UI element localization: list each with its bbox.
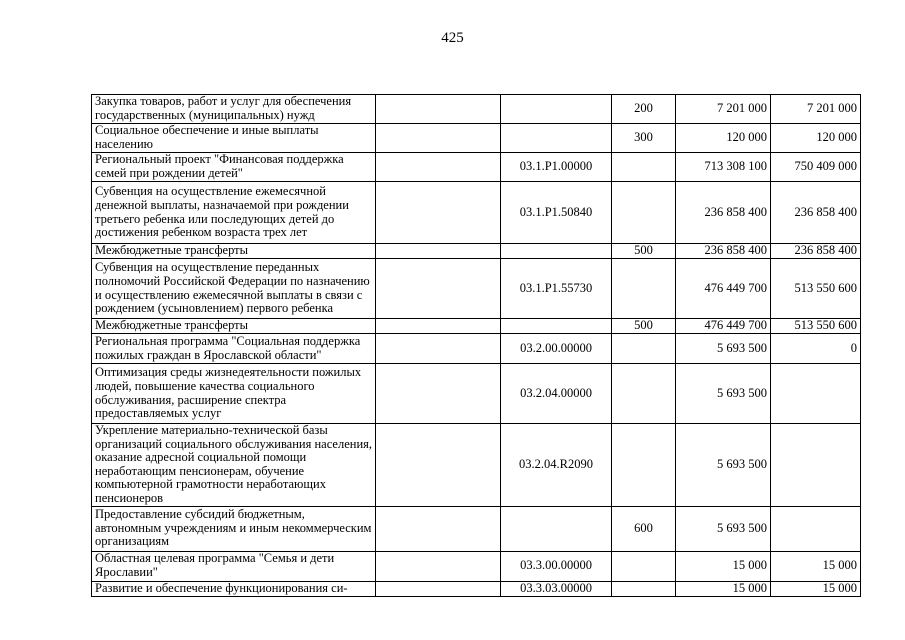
row-expense-type bbox=[612, 364, 676, 424]
table-row bbox=[92, 244, 861, 259]
row-name: Субвенция на осуществление переданных полномочий Российской Федерации по назначению и осуществлению ежемесячной выплаты в связи с рождением (усыновлением) первого ребенка bbox=[92, 259, 376, 319]
table-row bbox=[92, 551, 861, 581]
empty-cell bbox=[376, 424, 501, 507]
empty-cell bbox=[376, 153, 501, 182]
empty-cell bbox=[376, 95, 501, 124]
empty-cell bbox=[376, 259, 501, 319]
row-sum-year2: 7 201 000 bbox=[771, 95, 861, 124]
table-row bbox=[92, 319, 861, 334]
empty-cell bbox=[376, 182, 501, 244]
row-expense-type: 500 bbox=[612, 319, 676, 334]
row-sum-year1: 7 201 000 bbox=[676, 95, 771, 124]
row-sum-year2: 750 409 000 bbox=[771, 153, 861, 182]
row-expense-type: 200 bbox=[612, 95, 676, 124]
row-sum-year2: 0 bbox=[771, 334, 861, 364]
row-name: Субвенция на осуществление ежемесячной денежной выплаты, назначаемой при рождении третьего ребенка или последующих детей до достижения ребенком возраста трех лет bbox=[92, 182, 376, 244]
row-expense-type bbox=[612, 551, 676, 581]
row-sum-year1: 5 693 500 bbox=[676, 334, 771, 364]
row-expense-type bbox=[612, 182, 676, 244]
row-sum-year1: 15 000 bbox=[676, 581, 771, 596]
row-sum-year2: 513 550 600 bbox=[771, 259, 861, 319]
row-expense-type bbox=[612, 153, 676, 182]
row-sum-year1: 5 693 500 bbox=[676, 506, 771, 551]
table-row bbox=[92, 581, 861, 596]
row-code bbox=[501, 319, 612, 334]
row-expense-type bbox=[612, 334, 676, 364]
row-code bbox=[501, 244, 612, 259]
row-name: Социальное обеспечение и иные выплаты населению bbox=[92, 124, 376, 153]
page-number: 425 bbox=[441, 30, 464, 46]
table-row bbox=[92, 364, 861, 424]
budget-table bbox=[91, 94, 861, 597]
table-row bbox=[92, 182, 861, 244]
table-row bbox=[92, 95, 861, 124]
row-sum-year1: 120 000 bbox=[676, 124, 771, 153]
row-code: 03.2.04.00000 bbox=[501, 364, 612, 424]
empty-cell bbox=[376, 581, 501, 596]
row-code: 03.1.P1.55730 bbox=[501, 259, 612, 319]
row-name: Закупка товаров, работ и услуг для обеспечения государственных (муниципальных) нужд bbox=[92, 95, 376, 124]
row-code: 03.3.00.00000 bbox=[501, 551, 612, 581]
row-name: Предоставление субсидий бюджетным, автономным учреждениям и иным некоммерческим организациям bbox=[92, 506, 376, 551]
row-sum-year1: 476 449 700 bbox=[676, 259, 771, 319]
row-sum-year1: 5 693 500 bbox=[676, 364, 771, 424]
row-name: Региональная программа "Социальная поддержка пожилых граждан в Ярославской области" bbox=[92, 334, 376, 364]
row-code: 03.2.00.00000 bbox=[501, 334, 612, 364]
budget-table-body bbox=[92, 95, 861, 597]
empty-cell bbox=[376, 319, 501, 334]
row-name: Межбюджетные трансферты bbox=[92, 319, 376, 334]
row-name: Укрепление материально-технической базы организаций социального обслуживания населения, оказание адресной социальной помощи неработающим пенсионерам, обучение компьютерной грамотности неработающих пенсионеров bbox=[92, 424, 376, 507]
row-code: 03.3.03.00000 bbox=[501, 581, 612, 596]
empty-cell bbox=[376, 551, 501, 581]
row-sum-year2 bbox=[771, 506, 861, 551]
row-name: Областная целевая программа "Семья и дети Ярославии" bbox=[92, 551, 376, 581]
table-row bbox=[92, 424, 861, 507]
table-row bbox=[92, 124, 861, 153]
row-sum-year2: 513 550 600 bbox=[771, 319, 861, 334]
row-expense-type: 300 bbox=[612, 124, 676, 153]
empty-cell bbox=[376, 506, 501, 551]
row-sum-year2: 15 000 bbox=[771, 581, 861, 596]
table-row bbox=[92, 334, 861, 364]
row-name: Межбюджетные трансферты bbox=[92, 244, 376, 259]
empty-cell bbox=[376, 244, 501, 259]
row-expense-type bbox=[612, 259, 676, 319]
row-expense-type: 500 bbox=[612, 244, 676, 259]
row-expense-type bbox=[612, 581, 676, 596]
table-row bbox=[92, 259, 861, 319]
row-sum-year2: 236 858 400 bbox=[771, 182, 861, 244]
row-sum-year2 bbox=[771, 364, 861, 424]
table-row bbox=[92, 506, 861, 551]
empty-cell bbox=[376, 124, 501, 153]
row-code: 03.1.P1.50840 bbox=[501, 182, 612, 244]
row-sum-year2: 236 858 400 bbox=[771, 244, 861, 259]
row-name: Оптимизация среды жизнедеятельности пожилых людей, повышение качества социального обслуживания, расширение спектра предоставляемых услуг bbox=[92, 364, 376, 424]
row-sum-year1: 236 858 400 bbox=[676, 182, 771, 244]
row-code bbox=[501, 506, 612, 551]
row-sum-year2: 15 000 bbox=[771, 551, 861, 581]
row-code bbox=[501, 124, 612, 153]
row-expense-type: 600 bbox=[612, 506, 676, 551]
row-code: 03.2.04.R2090 bbox=[501, 424, 612, 507]
row-sum-year2 bbox=[771, 424, 861, 507]
row-name: Развитие и обеспечение функционирования си- bbox=[92, 581, 376, 596]
row-sum-year2: 120 000 bbox=[771, 124, 861, 153]
row-sum-year1: 15 000 bbox=[676, 551, 771, 581]
row-expense-type bbox=[612, 424, 676, 507]
empty-cell bbox=[376, 364, 501, 424]
row-code bbox=[501, 95, 612, 124]
empty-cell bbox=[376, 334, 501, 364]
row-name: Региональный проект "Финансовая поддержка семей при рождении детей" bbox=[92, 153, 376, 182]
row-sum-year1: 476 449 700 bbox=[676, 319, 771, 334]
row-code: 03.1.P1.00000 bbox=[501, 153, 612, 182]
table-row bbox=[92, 153, 861, 182]
row-sum-year1: 713 308 100 bbox=[676, 153, 771, 182]
row-sum-year1: 236 858 400 bbox=[676, 244, 771, 259]
row-sum-year1: 5 693 500 bbox=[676, 424, 771, 507]
